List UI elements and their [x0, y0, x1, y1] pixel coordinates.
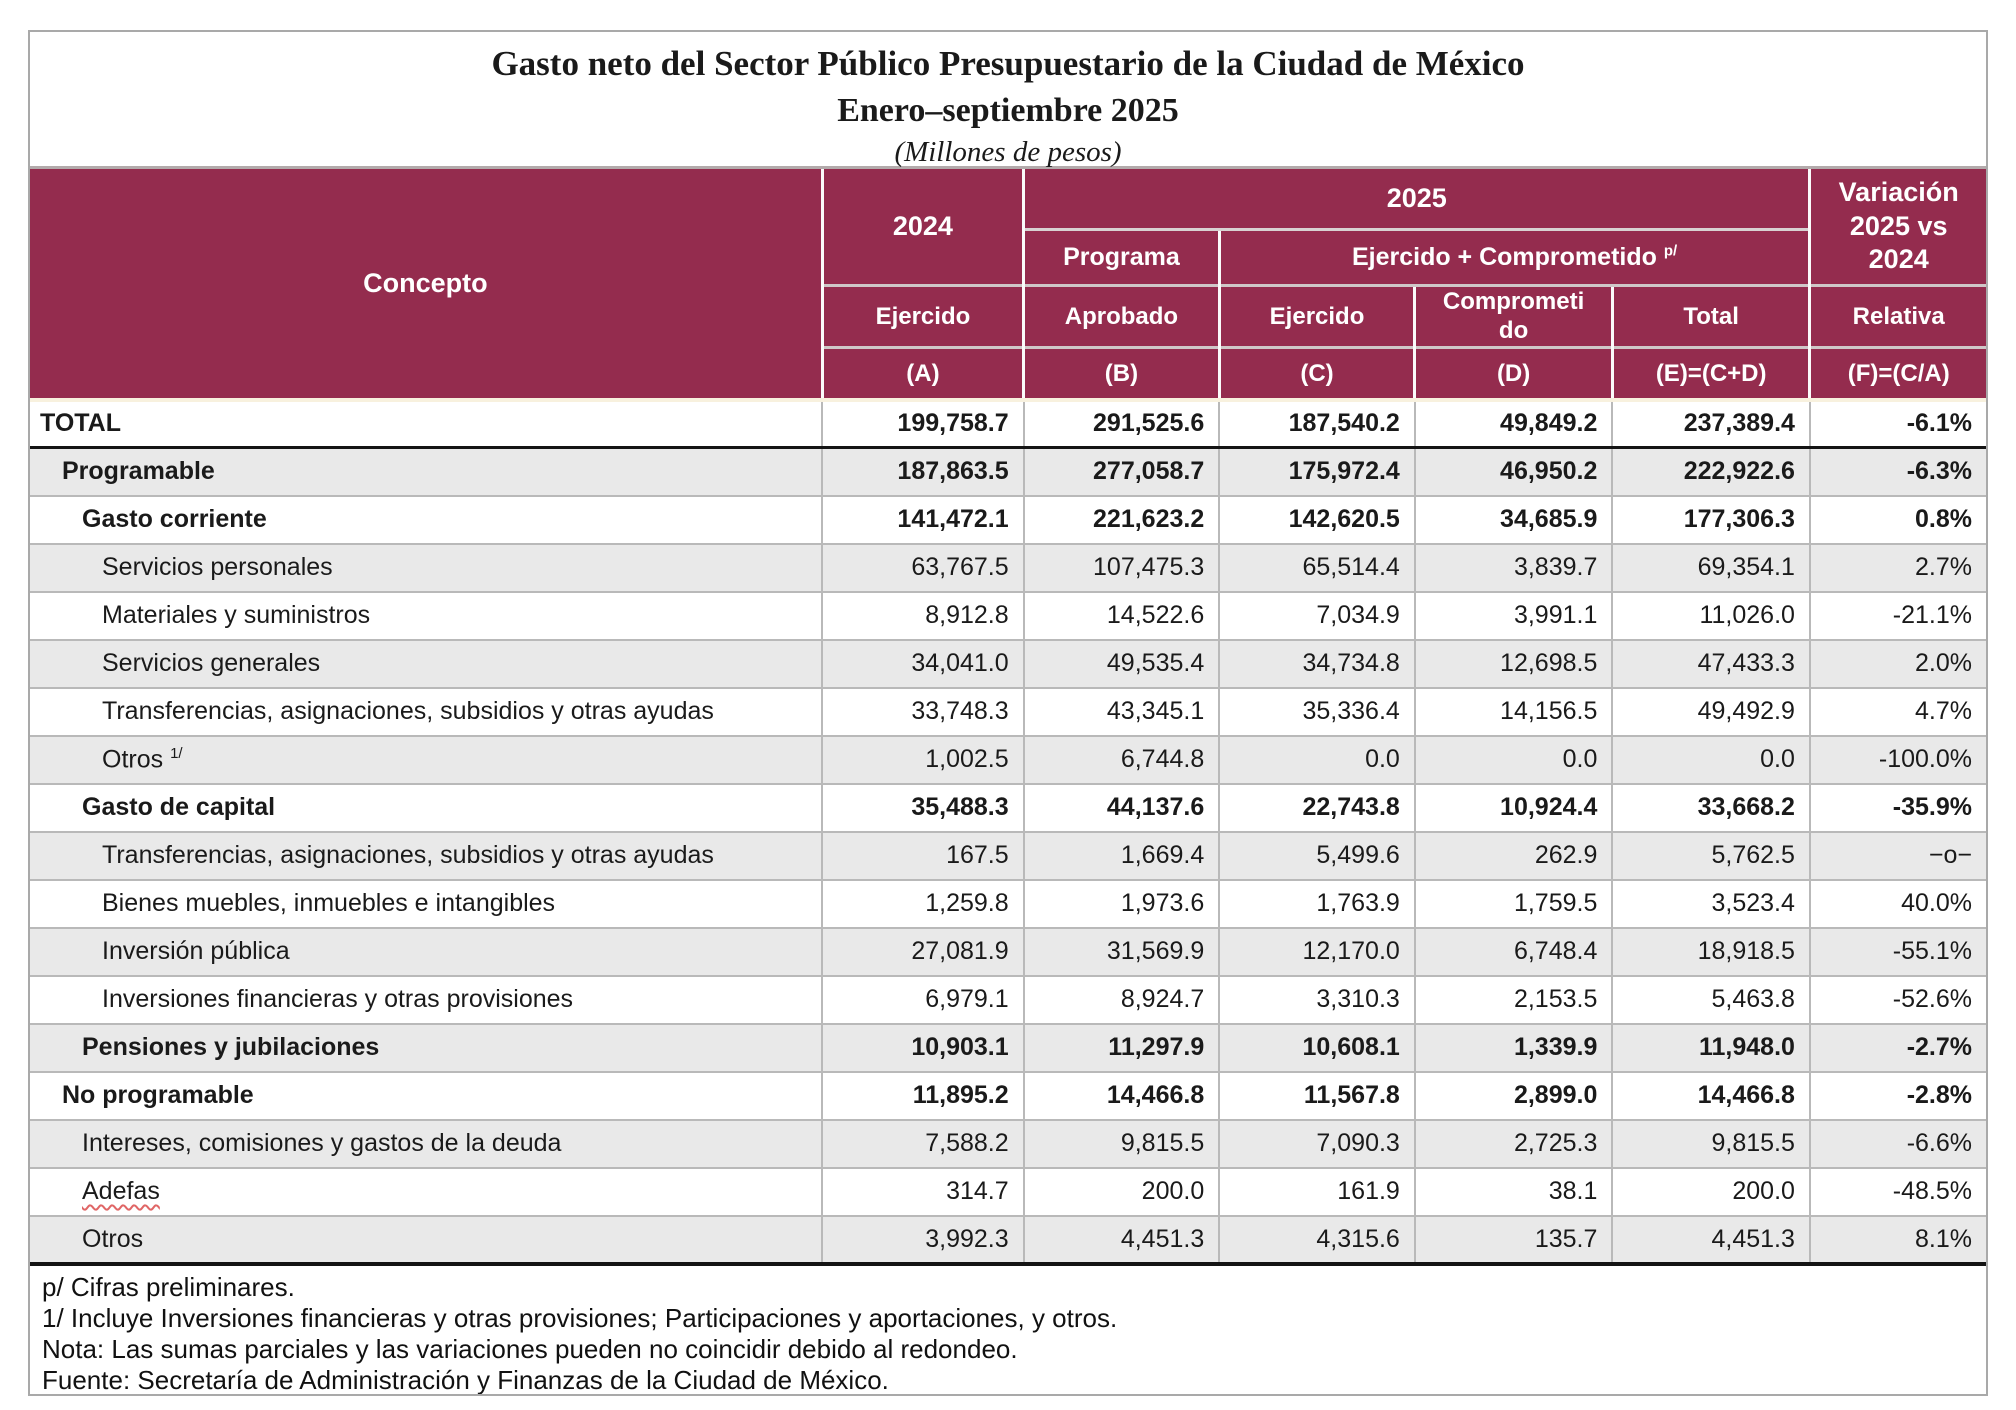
cell-variacion: -35.9%	[1810, 784, 1986, 832]
cell-comprometido: 34,685.9	[1415, 496, 1613, 544]
cell-ejercido-2025: 11,567.8	[1219, 1072, 1415, 1120]
cell-variacion: -48.5%	[1810, 1168, 1986, 1216]
table-header	[30, 168, 1986, 400]
cell-total: 0.0	[1612, 736, 1810, 784]
report-title: Gasto neto del Sector Público Presupuestario de la Ciudad de México	[491, 44, 1525, 83]
cell-variacion: 40.0%	[1810, 880, 1986, 928]
row-label	[30, 1024, 822, 1072]
cell-total: 14,466.8	[1612, 1072, 1810, 1120]
row-label-text: Gasto de capital	[82, 793, 276, 821]
cell-ejercido-2024: 167.5	[822, 832, 1023, 880]
cell-ejercido-2025: 35,336.4	[1219, 688, 1415, 736]
row-label-text: Otros	[82, 1224, 144, 1253]
header-key-c: (C)	[1219, 348, 1415, 400]
cell-ejercido-2024: 1,259.8	[822, 880, 1023, 928]
cell-ejercido-2025: 22,743.8	[1219, 784, 1415, 832]
row-label	[30, 736, 822, 784]
row-label-text: Otros	[102, 745, 164, 774]
cell-aprobado: 221,623.2	[1024, 496, 1220, 544]
cell-total: 200.0	[1612, 1168, 1810, 1216]
cell-comprometido: 38.1	[1415, 1168, 1613, 1216]
header-concepto: Concepto	[30, 168, 822, 400]
header-key-f: (F)=(C/A)	[1810, 348, 1986, 400]
cell-total: 49,492.9	[1612, 688, 1810, 736]
header-total: Total	[1612, 286, 1810, 348]
cell-ejercido-2024: 6,979.1	[822, 976, 1023, 1024]
header-aprobado: Aprobado	[1024, 286, 1220, 348]
header-2025: 2025	[1024, 168, 1810, 230]
cell-aprobado: 9,815.5	[1024, 1120, 1220, 1168]
footnote-1: 1/ Incluye Inversiones financieras y otras provisiones; Participaciones y aportaciones, y otros.	[42, 1302, 1118, 1333]
cell-ejercido-2024: 3,992.3	[822, 1216, 1023, 1264]
header-relativa: Relativa	[1810, 286, 1986, 348]
row-label-text: TOTAL	[40, 409, 122, 438]
cell-variacion: 8.1%	[1810, 1216, 1986, 1264]
cell-aprobado: 6,744.8	[1024, 736, 1220, 784]
row-label-text: Adefas	[82, 1177, 160, 1205]
row-label	[30, 928, 822, 976]
cell-aprobado: 43,345.1	[1024, 688, 1220, 736]
cell-variacion: -2.7%	[1810, 1024, 1986, 1072]
cell-aprobado: 44,137.6	[1024, 784, 1220, 832]
cell-comprometido: 135.7	[1415, 1216, 1613, 1264]
cell-variacion: 2.7%	[1810, 544, 1986, 592]
cell-aprobado: 200.0	[1024, 1168, 1220, 1216]
header-ejercido-comprometido	[1219, 230, 1810, 286]
row-label	[30, 688, 822, 736]
cell-ejercido-2024: 8,912.8	[822, 592, 1023, 640]
header-ejercido-comprometido-label: Ejercido + Comprometido	[1351, 243, 1657, 272]
cell-ejercido-2024: 187,863.5	[822, 448, 1023, 496]
cell-total: 177,306.3	[1612, 496, 1810, 544]
cell-ejercido-2024: 34,041.0	[822, 640, 1023, 688]
row-label-text: Transferencias, asignaciones, subsidios y otras ayudas	[102, 841, 714, 869]
table-row	[30, 1024, 1986, 1072]
row-label	[30, 400, 822, 448]
cell-ejercido-2024: 35,488.3	[822, 784, 1023, 832]
row-label	[30, 784, 822, 832]
header-key-a: (A)	[822, 348, 1023, 400]
cell-variacion: -55.1%	[1810, 928, 1986, 976]
header-programa: Programa	[1024, 230, 1220, 286]
row-label	[30, 976, 822, 1024]
cell-variacion: -2.8%	[1810, 1072, 1986, 1120]
cell-ejercido-2024: 63,767.5	[822, 544, 1023, 592]
table-row	[30, 496, 1986, 544]
footnotes	[30, 1266, 1986, 1396]
cell-variacion: −o−	[1810, 832, 1986, 880]
header-ejercido-2024: Ejercido	[822, 286, 1023, 348]
cell-comprometido: 10,924.4	[1415, 784, 1613, 832]
table-row	[30, 736, 1986, 784]
cell-aprobado: 11,297.9	[1024, 1024, 1220, 1072]
cell-aprobado: 31,569.9	[1024, 928, 1220, 976]
cell-variacion: -6.1%	[1810, 400, 1986, 448]
cell-total: 11,948.0	[1612, 1024, 1810, 1072]
row-label-text: Bienes muebles, inmuebles e intangibles	[102, 889, 556, 917]
cell-aprobado: 1,973.6	[1024, 880, 1220, 928]
cell-aprobado: 49,535.4	[1024, 640, 1220, 688]
cell-comprometido: 3,839.7	[1415, 544, 1613, 592]
cell-total: 4,451.3	[1612, 1216, 1810, 1264]
cell-variacion: -52.6%	[1810, 976, 1986, 1024]
table-row	[30, 832, 1986, 880]
row-label	[30, 544, 822, 592]
cell-comprometido: 14,156.5	[1415, 688, 1613, 736]
header-variacion	[1810, 168, 1986, 286]
cell-ejercido-2025: 10,608.1	[1219, 1024, 1415, 1072]
cell-ejercido-2025: 3,310.3	[1219, 976, 1415, 1024]
cell-ejercido-2024: 199,758.7	[822, 400, 1023, 448]
row-label	[30, 1120, 822, 1168]
cell-comprometido: 2,153.5	[1415, 976, 1613, 1024]
cell-total: 47,433.3	[1612, 640, 1810, 688]
cell-comprometido: 2,899.0	[1415, 1072, 1613, 1120]
table-row	[30, 640, 1986, 688]
row-label	[30, 1072, 822, 1120]
table-row	[30, 928, 1986, 976]
row-label	[30, 640, 822, 688]
cell-ejercido-2024: 10,903.1	[822, 1024, 1023, 1072]
cell-aprobado: 107,475.3	[1024, 544, 1220, 592]
cell-ejercido-2025: 1,763.9	[1219, 880, 1415, 928]
cell-variacion: -21.1%	[1810, 592, 1986, 640]
cell-aprobado: 277,058.7	[1024, 448, 1220, 496]
table-row	[30, 880, 1986, 928]
row-label-text: Transferencias, asignaciones, subsidios y otras ayudas	[102, 697, 714, 725]
report-frame	[28, 30, 1988, 1396]
cell-comprometido: 46,950.2	[1415, 448, 1613, 496]
cell-ejercido-2024: 7,588.2	[822, 1120, 1023, 1168]
cell-total: 5,762.5	[1612, 832, 1810, 880]
cell-ejercido-2024: 11,895.2	[822, 1072, 1023, 1120]
row-label-text: Programable	[62, 457, 215, 486]
footnote-marker: 1/	[170, 744, 183, 762]
cell-comprometido: 1,759.5	[1415, 880, 1613, 928]
row-label	[30, 832, 822, 880]
cell-total: 18,918.5	[1612, 928, 1810, 976]
cell-ejercido-2024: 33,748.3	[822, 688, 1023, 736]
cell-ejercido-2025: 161.9	[1219, 1168, 1415, 1216]
row-label-text: Inversiones financieras y otras provisiones	[102, 985, 574, 1013]
cell-ejercido-2025: 7,034.9	[1219, 592, 1415, 640]
cell-variacion: 0.8%	[1810, 496, 1986, 544]
header-ejercido-2025: Ejercido	[1219, 286, 1415, 348]
cell-aprobado: 14,522.6	[1024, 592, 1220, 640]
cell-total: 237,389.4	[1612, 400, 1810, 448]
table-row	[30, 1216, 1986, 1264]
cell-aprobado: 14,466.8	[1024, 1072, 1220, 1120]
table-body	[30, 400, 1986, 1264]
row-label	[30, 448, 822, 496]
cell-ejercido-2025: 142,620.5	[1219, 496, 1415, 544]
cell-comprometido: 49,849.2	[1415, 400, 1613, 448]
table-row	[30, 1072, 1986, 1120]
cell-ejercido-2025: 65,514.4	[1219, 544, 1415, 592]
cell-variacion: 4.7%	[1810, 688, 1986, 736]
budget-table	[30, 166, 1986, 1266]
footnote-nota: Nota: Las sumas parciales y las variaciones pueden no coincidir debido al redondeo.	[42, 1333, 1018, 1364]
cell-aprobado: 4,451.3	[1024, 1216, 1220, 1264]
cell-total: 69,354.1	[1612, 544, 1810, 592]
cell-ejercido-2025: 12,170.0	[1219, 928, 1415, 976]
report-units: (Millones de pesos)	[894, 136, 1122, 168]
table-row	[30, 448, 1986, 496]
row-label	[30, 1168, 822, 1216]
cell-comprometido: 12,698.5	[1415, 640, 1613, 688]
cell-variacion: -6.6%	[1810, 1120, 1986, 1168]
cell-ejercido-2024: 141,472.1	[822, 496, 1023, 544]
table-row	[30, 784, 1986, 832]
cell-comprometido: 1,339.9	[1415, 1024, 1613, 1072]
row-label-text: No programable	[62, 1081, 254, 1109]
header-comprometido	[1415, 286, 1613, 348]
footnote-preliminary: p/ Cifras preliminares.	[42, 1271, 295, 1302]
header-comprometido-label: Comprometido	[1442, 287, 1585, 344]
cell-ejercido-2024: 27,081.9	[822, 928, 1023, 976]
cell-variacion: 2.0%	[1810, 640, 1986, 688]
footnote-fuente: Fuente: Secretaría de Administración y Finanzas de la Ciudad de México.	[42, 1364, 889, 1395]
row-label-text: Materiales y suministros	[102, 601, 371, 629]
cell-ejercido-2024: 314.7	[822, 1168, 1023, 1216]
cell-total: 5,463.8	[1612, 976, 1810, 1024]
table-row	[30, 1168, 1986, 1216]
row-label-text: Inversión pública	[102, 937, 290, 965]
table-row	[30, 400, 1986, 448]
cell-total: 222,922.6	[1612, 448, 1810, 496]
cell-total: 3,523.4	[1612, 880, 1810, 928]
row-label	[30, 1216, 822, 1264]
table-row	[30, 1120, 1986, 1168]
cell-ejercido-2025: 4,315.6	[1219, 1216, 1415, 1264]
row-label	[30, 880, 822, 928]
cell-comprometido: 0.0	[1415, 736, 1613, 784]
row-label	[30, 592, 822, 640]
cell-variacion: -100.0%	[1810, 736, 1986, 784]
header-key-e: (E)=(C+D)	[1612, 348, 1810, 400]
cell-ejercido-2025: 5,499.6	[1219, 832, 1415, 880]
cell-comprometido: 3,991.1	[1415, 592, 1613, 640]
title-block	[30, 32, 1986, 166]
cell-comprometido: 262.9	[1415, 832, 1613, 880]
row-label	[30, 496, 822, 544]
cell-ejercido-2025: 187,540.2	[1219, 400, 1415, 448]
row-label-text: Intereses, comisiones y gastos de la deuda	[82, 1129, 562, 1157]
cell-ejercido-2025: 7,090.3	[1219, 1120, 1415, 1168]
cell-total: 9,815.5	[1612, 1120, 1810, 1168]
row-label-text: Gasto corriente	[82, 505, 267, 533]
cell-ejercido-2024: 1,002.5	[822, 736, 1023, 784]
report-period: Enero–septiembre 2025	[837, 92, 1179, 129]
row-label-text: Servicios generales	[102, 649, 321, 677]
header-key-b: (B)	[1024, 348, 1220, 400]
cell-aprobado: 291,525.6	[1024, 400, 1220, 448]
cell-comprometido: 2,725.3	[1415, 1120, 1613, 1168]
cell-comprometido: 6,748.4	[1415, 928, 1613, 976]
cell-total: 11,026.0	[1612, 592, 1810, 640]
cell-aprobado: 8,924.7	[1024, 976, 1220, 1024]
cell-ejercido-2025: 34,734.8	[1219, 640, 1415, 688]
header-variacion-label: Variación 2025 vs 2024	[1838, 176, 1959, 275]
cell-aprobado: 1,669.4	[1024, 832, 1220, 880]
table-row	[30, 688, 1986, 736]
table-row	[30, 544, 1986, 592]
header-preliminary-sup: p/	[1663, 242, 1678, 260]
row-label-text: Pensiones y jubilaciones	[82, 1033, 380, 1061]
cell-ejercido-2025: 0.0	[1219, 736, 1415, 784]
header-key-d: (D)	[1415, 348, 1613, 400]
table-row	[30, 592, 1986, 640]
header-2024: 2024	[822, 168, 1023, 286]
table-row	[30, 976, 1986, 1024]
cell-total: 33,668.2	[1612, 784, 1810, 832]
row-label-text: Servicios personales	[102, 553, 333, 581]
cell-ejercido-2025: 175,972.4	[1219, 448, 1415, 496]
cell-variacion: -6.3%	[1810, 448, 1986, 496]
